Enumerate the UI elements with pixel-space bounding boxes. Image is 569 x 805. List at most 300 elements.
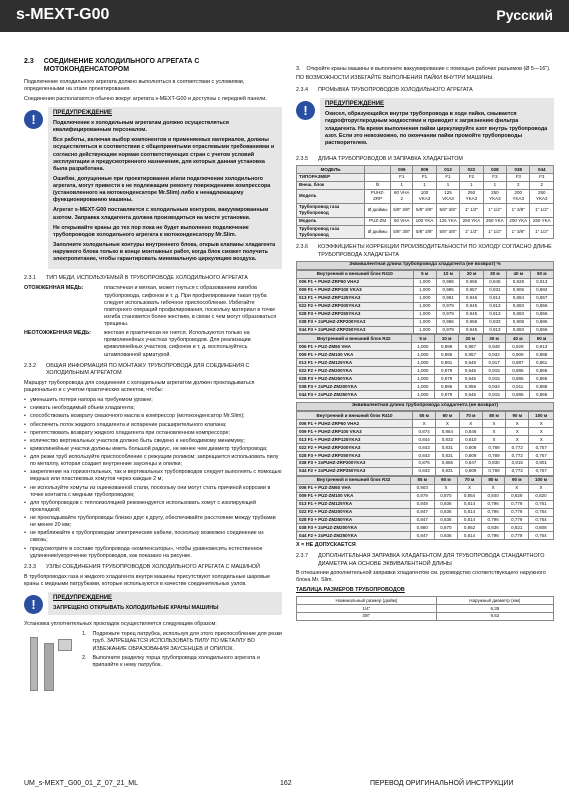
table-cell: 1,000 [413,286,436,294]
table-header: Внутренний и внешний блок R410 [297,412,413,420]
table-cell: 0,887 [506,359,530,367]
table-cell: 0,843 [412,452,435,460]
table-cell: 0,985 [436,286,459,294]
table-header: 55 м [410,476,434,484]
document-code: UM_s-MEXT_G00_01_Z_07_21_ML [24,780,139,787]
table-cell: X [482,436,505,444]
table-cell: 0,874 [412,428,435,436]
step-number: 1. [82,631,87,638]
table-cell: 0,965 [460,278,483,286]
table-cell: 0,861 [530,359,554,367]
table-cell: 0,886 [506,391,530,399]
warning-text: Подключение к холодильным агрегатам должно осуществляться квалифицированным персоналом. [53,120,229,134]
correction-table-2 [296,334,554,399]
table-cell: 0,836 [481,524,505,532]
table-cell: 0,981 [435,359,459,367]
table-cell: 0,945 [460,326,483,334]
table-cell: 0,843 [412,444,435,452]
table-note: X = НЕ ДОПУСКАЕТСЯ [296,542,356,549]
table-cell: 0,958 [460,318,483,326]
table-header: 40 м [507,270,530,278]
table-cell: Ø дюймы [365,203,391,217]
table-cell: F1 [391,173,413,181]
table-header [365,166,391,174]
table-cell: 0,903 [410,484,434,492]
table-row [297,343,554,351]
table-cell: X [506,436,529,444]
page-number: 162 [280,780,292,787]
table-cell: 009 F1 + PUZ-ZM100 VKA [297,351,412,359]
table-cell: 250 YKA [460,217,483,225]
table-cell: 1,000 [411,367,435,375]
list-item: • уменьшить потери напора на требуемом уровне; [24,397,282,404]
definition-text: пластичная и мягкая, может гнуться с образованием изгибов трубопровода, сифонов и т. д. При профилировании такая труба следует использовать гибочное приспособление. Избегайте повторного операций профилирования, поскольку материал в точке изгиба становится более жестким, в связи с чем могут образоваться трещины. [104,285,277,328]
table-cell: 0,870 [434,524,458,532]
definition-unannealed [24,330,282,359]
table-cell: 0,946 [458,391,482,399]
table-cell: X [481,484,505,492]
table-cell: 1" 3/8" [507,225,530,239]
table-cell: 125 VKA3 [436,189,459,203]
table-cell: 0,864 [436,428,459,436]
table-header: 60 м [434,476,458,484]
table-row [297,302,554,310]
table-cell: 044 F3 + 2xPUZ-ZM250YKA [297,391,412,399]
table-caption: Эквивалентная длина трубопровода хладагента (не возврат) [296,402,554,411]
table-cell: 0,836 [434,500,458,508]
table-cell: Трубопровод газа Трубопровод [297,225,365,239]
list-item: • для трубопроводов с теплоизоляцией рекомендуется использовать хомут с изолирующей прокладкой; [24,500,282,514]
table-cell: 0,932 [482,351,506,359]
table-row [297,203,554,217]
section-number: 2.3.7 [296,553,308,560]
table-cell: 0,913 [483,310,506,318]
table-cell: 250 YKA3 [460,189,483,203]
table-cell: 0,830 [482,459,505,467]
table-cell: F3 [530,173,554,181]
table-cell: 0,843 [412,467,435,475]
table-header: 022 [460,166,483,174]
table-cell: 0,772 [506,444,529,452]
table-cell: F3 [483,173,506,181]
warning-title: ПРЕДУПРЕЖДЕНИЕ [53,110,113,117]
table-cell: 0,934 [482,383,506,391]
warning-box [24,107,282,269]
table-cell: 0,847 [410,508,434,516]
table-cell: 0,764 [529,516,554,524]
table-row [297,516,554,524]
list-item: • снижать необходимый объем хладагента; [24,405,282,412]
table-cell: 044 F2 + 2xPUZ-ZM250YKA [297,532,411,540]
table-row [297,359,554,367]
list-item: • способствовать возврату смазочного масла в компрессор (мотоконденсатор Mr.Slim); [24,413,282,420]
table-row [297,508,554,516]
table-cell: X [505,484,529,492]
section-2-3-1-heading [24,275,282,282]
table-cell: 006 F1 + PUHZ-ZRP60 VHA2 [297,278,414,286]
table-cell: 0,979 [436,326,459,334]
table-cell: 1 [436,181,459,189]
definition-term: ОТОЖЖЕННАЯ МЕДЬ: [24,285,84,292]
table-cell: 0,870 [434,492,458,500]
table-cell: PUHZ-ZRP [365,189,391,203]
table-cell: 250 YKA [530,217,554,225]
table-cell: 0,933 [483,318,506,326]
table-cell: 1,000 [411,359,435,367]
table-cell: 0,789 [482,467,505,475]
table-cell: 0,915 [482,367,506,375]
table-cell: 044 F2 + 2xPUHZ-ZRP250YKA3 [297,467,413,475]
table-cell: 0,888 [530,351,554,359]
table-cell: 60 VHA 2 [391,189,413,203]
table-cell: 0,858 [530,391,554,399]
table-cell: 0,945 [460,302,483,310]
paragraph: Подключение холодильного агрегата должно выполняться в соответствии с условиями, определенными на этапе проектирования. [24,78,245,92]
table-cell: 0,967 [458,343,482,351]
table-cell: 0,847 [459,459,482,467]
right-column [296,66,554,621]
table-cell: 0,757 [529,444,554,452]
table-row [297,605,554,613]
table-cell: X [529,436,554,444]
table-header: 30 м [482,335,506,343]
warning-text: ЗАПРЕЩЕНО ОТКРЫВАТЬ ХОЛОДИЛЬНЫЕ КРАНЫ МАШИНЫ [53,605,219,612]
table-cell: 028 F3 + PUZ-ZM250YKA [297,375,412,383]
table-cell: 0,948 [458,359,482,367]
table-cell: 1,000 [411,383,435,391]
section-2-3-4-heading [296,87,554,94]
table-header: 100 м [529,476,554,484]
table-cell: 1" 3/8" [507,203,530,217]
table-cell: 0,808 [529,524,554,532]
table-cell: 100 VKA3 [413,189,436,203]
requirements-list [24,397,282,560]
section-2-3-5-heading [296,156,554,163]
table-cell: ht [365,181,391,189]
table-cell: 0,915 [482,391,506,399]
section-number: 2.3.1 [24,275,36,282]
table-cell: 0,911 [506,383,530,391]
table-cell: 0,836 [434,516,458,524]
table-cell: 6,35 [436,605,553,613]
table-header: 20 м [458,335,482,343]
table-row [297,278,554,286]
table-cell: 200 YKA [507,217,530,225]
table-cell: 022 F2 + PUZ-ZM200YKA [297,508,411,516]
table-cell: 0,852 [458,524,482,532]
table-cell: X [482,420,505,428]
warning-text: Окисел, образующийся внутри трубопровода в ходе пайки, смывается гидрофторуглеродным жидкостями и приводит к загрязнению фильтра хладагента. На время выполнения пайки циркулируйте азот внутрь трубопровода азот. Если это невозможно, по окончании пайки промойте трубопроводы растворителем. [325,111,548,146]
table-cell: 0,883 [507,326,530,334]
definition-text: жесткая и практически не гнется. Используются только на прямолинейных участках трубопроводов. Для реализации криволинейных участков, сифонов и т. д. воспользуйтесь штампованной арматурой. [104,330,251,358]
table-cell: X [529,420,554,428]
table-cell: 028 F3 + PUHZ-ZRP250YKA3 [297,452,413,460]
warning-body [320,98,554,150]
table-row [297,367,554,375]
section-title: ПРОМЫВКА ТРУБОПРОВОДОВ ХОЛОДИЛЬНОГО АГРЕГАТА [318,87,473,94]
table-row [297,286,554,294]
table-cell: 1 [391,181,413,189]
language-label: Русский [496,7,553,23]
step-text: Откройте краны машины и выполните вакуумирование с помощью рабочих разъемов (Ø 5—16"). [306,66,551,72]
table-cell: 0,856 [530,326,553,334]
table-cell: 0,883 [507,310,530,318]
table-cell: 013 F1 + PUHZ-ZRP125YKA3 [297,294,414,302]
table-row [297,375,554,383]
section-number: 2.3.3 [24,563,36,570]
table-cell: 1" 1/2" [530,203,554,217]
table-cell: 0,801 [529,459,554,467]
left-column [24,58,282,697]
table-cell: 0,789 [482,444,505,452]
table-row [297,428,554,436]
table-cell: 0,986 [435,383,459,391]
table-header: 20 м [460,270,483,278]
pipe-size-table [296,596,554,621]
step-item [82,631,282,652]
table-row [297,444,554,452]
section-number: 2.3.4 [296,87,308,94]
table-cell: 0,908 [507,318,530,326]
valve-illustration [24,635,76,693]
correction-table-1 [296,270,554,335]
list-item: • предусмотрите в составе трубопровода «компенсаторы», чтобы уравновесить естественное удлинение/укорочение трубопроводов, как показано на рисунке. [24,546,282,560]
table-cell: 0,829 [505,492,529,500]
table-cell: 1" 1/2" [460,225,483,239]
table-cell: 0,796 [481,500,505,508]
table-cell: 0,981 [436,294,459,302]
table-row [297,310,554,318]
table-header: 70 м [459,412,482,420]
table-cell: 0,957 [458,351,482,359]
table-header: 50 м [530,335,554,343]
table-cell: 0,931 [483,286,506,294]
table-header: 009 [413,166,436,174]
table-cell: 0,858 [530,375,554,383]
table-cell: 1" 1/2" [483,203,506,217]
table-cell: Внеш. блок [297,181,365,189]
warning-title: ПРЕДУПРЕЖДЕНИЕ [325,101,385,108]
table-header-row [297,270,554,278]
table-cell: 250 YKA [483,217,506,225]
table-cell: 038 F3 + 2xPUHZ-ZRP200YKA3 [297,318,414,326]
table-cell: 0,913 [483,302,506,310]
table-cell: 0,809 [459,467,482,475]
table-header: 038 [507,166,530,174]
table-cell: 1/4" [297,605,437,613]
table-cell: 5/8" 3/8" [391,203,413,217]
table-cell: 038 F3 + 2xPUZ-ZM200YKA [297,383,412,391]
table-header: 10 м [436,270,459,278]
table-header: Внутренний и внешний блок R32 [297,335,412,343]
table-cell: 0,854 [458,492,482,500]
paragraph: Установка уплотнительных прокладок осуществляется следующим образом: [24,621,217,628]
table-cell: 009 F1 + PUHZ-ZRP100 VKA3 [297,286,414,294]
table-cell: 1,000 [413,278,436,286]
table-cell: 0,796 [481,532,505,540]
table-header: 028 [483,166,506,174]
table-cell: 006 F1 + PUHZ-ZRP60 VHA2 [297,420,413,428]
table-cell: 0,856 [530,302,553,310]
table-cell: 0,985 [435,351,459,359]
warning-text: Все работы, включая выбор компонентов и применяемых материалов, должны осуществляться в соответствии с общепринятыми отраслевыми требованиями и согласно действующим нормам соответствующих стран с учетом условий эксплуатации и предусмотренного назначения, для которых данная установка была разработана. [53,137,275,172]
warning-icon: ! [296,101,315,120]
table-cell: 5/8" 3/8" [413,225,436,239]
header-bar [0,0,569,32]
table-cell: 2 [507,181,530,189]
table-cell: 0,979 [435,391,459,399]
table-cell: 0,761 [529,500,554,508]
table-cell: PUZ-ZM [365,217,391,225]
table-cell: 0,946 [460,294,483,302]
table-row [297,173,554,181]
table-cell: 0,836 [434,508,458,516]
pipe-length-table [296,165,554,239]
step-item [82,655,282,669]
paragraph: Маршрут трубопровода для соединения с холодильным агрегатом должен прокладываться рационально и с учетом практических аспектов, чтобы: [24,379,255,394]
table-cell: 1" 1/2" [483,225,506,239]
table-header: 60 м [436,412,459,420]
table-cell: 5/8" 3/8" [436,203,459,217]
table-header: 80 м [481,476,505,484]
section-2-3-heading [24,58,282,75]
table-cell: 1 [460,181,483,189]
table-row [297,500,554,508]
table-cell: 0,815 [506,459,529,467]
table-cell: 125 YKA [436,217,459,225]
table-row [297,452,554,460]
warning-body [48,107,282,269]
table-row [297,492,554,500]
table-cell: X [482,428,505,436]
table-cell: X [412,420,435,428]
table-cell: 9,52 [436,612,553,620]
table-cell: Модель [297,217,365,225]
section-title: ДЛИНА ТРУБОПРОВОДОВ И ЗАПРАВКА ХЛАДАГЕНТОМ [318,155,463,162]
section-2-3-2-heading [24,363,282,377]
table-cell: 0,913 [530,278,553,286]
table-cell: 0,779 [505,508,529,516]
table-cell: 028 F3 + PUZ-ZM250YKA [297,516,411,524]
table-header: 006 [391,166,413,174]
table-cell: 013 F1 + PUZ-ZM125YKA [297,359,412,367]
correction-table-4 [296,476,554,541]
table-row [297,484,554,492]
table-cell: 0,917 [482,359,506,367]
table-cell: 044 F3 + 2xPUHZ-ZRP250YKA3 [297,326,414,334]
table-header: 30 м [483,270,506,278]
table-header: 50 м [530,270,553,278]
table-cell: 0,883 [507,302,530,310]
table-cell: 009 F1 + PUZ-ZM100 VKA [297,492,411,500]
table-cell: Трубопровод газа Трубопровод [297,203,365,217]
table-cell: X [434,484,458,492]
table-cell: 0,915 [482,375,506,383]
section-number: 2.3.6 [296,244,308,251]
table-header: 40 м [506,335,530,343]
footer-title: ПЕРЕВОД ОРИГИНАЛЬНОЙ ИНСТРУКЦИИ [370,780,514,787]
table-cell: 0,946 [458,367,482,375]
definition-term: НЕОТОЖЖЕННАЯ МЕДЬ: [24,330,91,337]
table-cell: 200 YKA3 [507,189,530,203]
table-cell: 0,814 [458,508,482,516]
warning-text: Ошибки, допущенные при проектировании и/или подключении холодильного агрегата, могут привести к не подлежащим ремонту повреждениям компрессора (установленного на мотоконденсаторе Mr.Slim) либо к ненадлежащему функционированию машины. [53,175,271,204]
table-row [297,532,554,540]
table-cell: 1,000 [413,310,436,318]
table-row [297,294,554,302]
table-cell: X [506,420,529,428]
table-row [297,612,554,620]
table-cell: 0,831 [436,452,459,460]
table-cell: 1,000 [411,375,435,383]
table-header-row [297,166,554,174]
table-cell: 0,764 [529,532,554,540]
table-cell: 0,879 [410,492,434,500]
table-cell: 0,809 [459,444,482,452]
table-cell: 028 F3 + PUHZ-ZRP250YKA3 [297,310,414,318]
table-cell: 038 F3 + 2xPUHZ-ZRP200YKA3 [297,459,413,467]
table-cell: 0,796 [481,508,505,516]
table-row [297,217,554,225]
table-cell: X [436,420,459,428]
table-header-row [297,335,554,343]
table-row [297,467,554,475]
table-header: 80 м [482,412,505,420]
table-cell: 0,779 [505,532,529,540]
table-cell: 250 YKA3 [530,189,554,203]
table-cell: 0,945 [460,310,483,318]
table-cell: 1,000 [413,318,436,326]
table-row [297,420,554,428]
table-cell: 0,945 [483,278,506,286]
table-cell: 0,988 [436,278,459,286]
table-cell: 0,821 [505,524,529,532]
list-item: • не используйте хомуты из оцинкованной стали, поскольку они могут стать причиной коррозии в точке контакта с медным трубопроводом; [24,485,282,499]
table-cell: 0,831 [436,444,459,452]
table-header: Внутренний и внешний блок R410 [297,270,414,278]
table-cell: 0,989 [435,343,459,351]
pipe-shape [30,637,38,691]
product-title: s-MEXT-G00 [16,6,110,23]
table-cell: 0,848 [410,500,434,508]
table-cell: 0,836 [434,532,458,540]
table-row [297,326,554,334]
table-cell: 006 F1 + PUZ-ZM60 VHA [297,343,412,351]
table-cell: 0,831 [436,467,459,475]
table-cell: 0,764 [529,508,554,516]
section-title: ТИП МЕДИ, ИСПОЛЬЗУЕМЫЙ В ТРУБОПРОВОДЕ ХОЛОДИЛЬНОГО АГРЕГАТА [46,275,248,282]
table-cell: 0,986 [436,318,459,326]
table-cell: 0,884 [507,294,530,302]
table-cell: 0,772 [506,452,529,460]
paragraph: Соединения располагаются обычно вокруг агрегата s-MEXT-G00 и доступны с передней панели. [24,96,267,103]
list-item: • препятствовать возврату жидкого хладагента при остановленном компрессоре; [24,430,282,437]
table-header: 100 м [529,412,554,420]
table-cell: 0,909 [506,351,530,359]
procedure-block [24,631,282,697]
list-item: • криволинейные участки должны иметь большой радиус, не менее чем диаметр трубопровода; [24,446,282,453]
table-cell: X [458,484,482,492]
table-cell: 0,886 [530,318,553,326]
table-row [297,383,554,391]
section-title: КОЭФФИЦИЕНТЫ КОРРЕКЦИИ ПРОИЗВОДИТЕЛЬНОСТИ ПО ХОЛОДУ СОГЛАСНО ДЛИНЕ ТРУБОПРОВОДА ХЛАДАГЕНТА [318,244,552,258]
section-number: 2.3 [24,58,34,65]
table-cell: 0,979 [436,302,459,310]
table-caption: ТАБЛИЦА РАЗМЕРОВ ТРУБОПРОВОДОВ [296,586,405,593]
table-cell: 0,880 [410,524,434,532]
table-row [297,318,554,326]
table-cell: 0,840 [481,492,505,500]
